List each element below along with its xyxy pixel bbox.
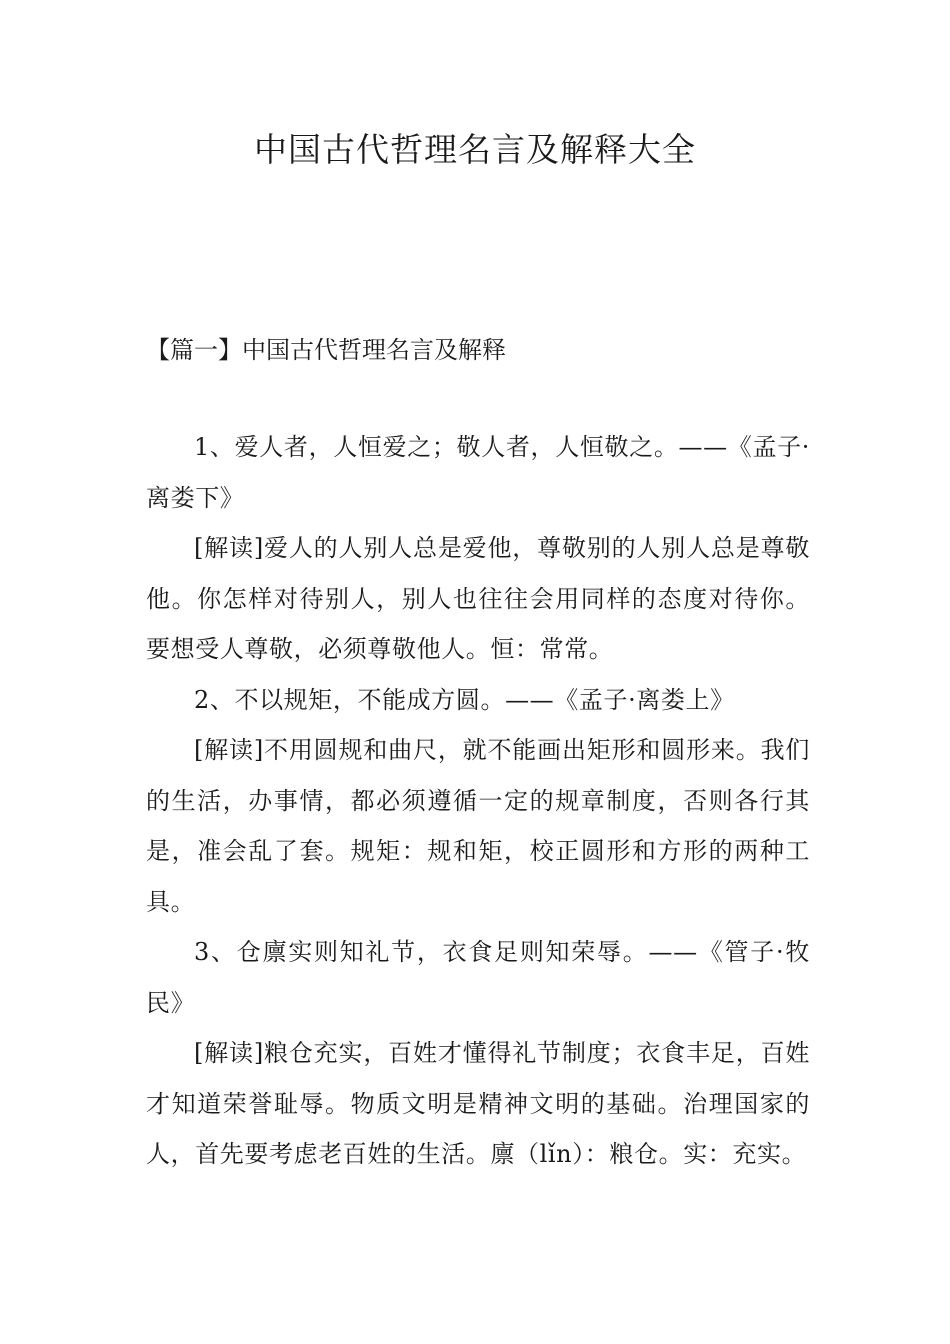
quote-2: 2、不以规矩，不能成方圆。——《孟子·离娄上》 [194,685,735,714]
quote-1: 1、爱人者，人恒爱之；敬人者，人恒敬之。——《孟子·离娄下》 [146,433,810,512]
explanation-3: [解读]粮仓充实，百姓才懂得礼节制度；衣食丰足，百姓才知道荣誉耻辱。物质文明是精神文明的基础。治理国家的人，首先要考虑老百姓的生活。廪（lǐn）：粮仓。实：充实。 [146,1039,810,1168]
document-title: 中国古代哲理名言及解释大全 [254,130,696,169]
quote-3: 3、仓廪实则知礼节，衣食足则知荣辱。——《管子·牧民》 [146,938,810,1017]
section-heading: 【篇一】中国古代哲理名言及解释 [146,336,506,364]
explanation-1: [解读]爱人的人别人总是爱他，尊敬别的人别人总是尊敬他。你怎样对待别人，别人也往往会用同样的态度对待你。要想受人尊敬，必须尊敬他人。恒：常常。 [146,534,810,663]
explanation-2: [解读]不用圆规和曲尺，就不能画出矩形和圆形来。我们的生活，办事情，都必须遵循一定的规章制度，否则各行其是，准会乱了套。规矩：规和矩，校正圆形和方形的两种工具。 [146,736,810,916]
document-body [146,422,810,1180]
